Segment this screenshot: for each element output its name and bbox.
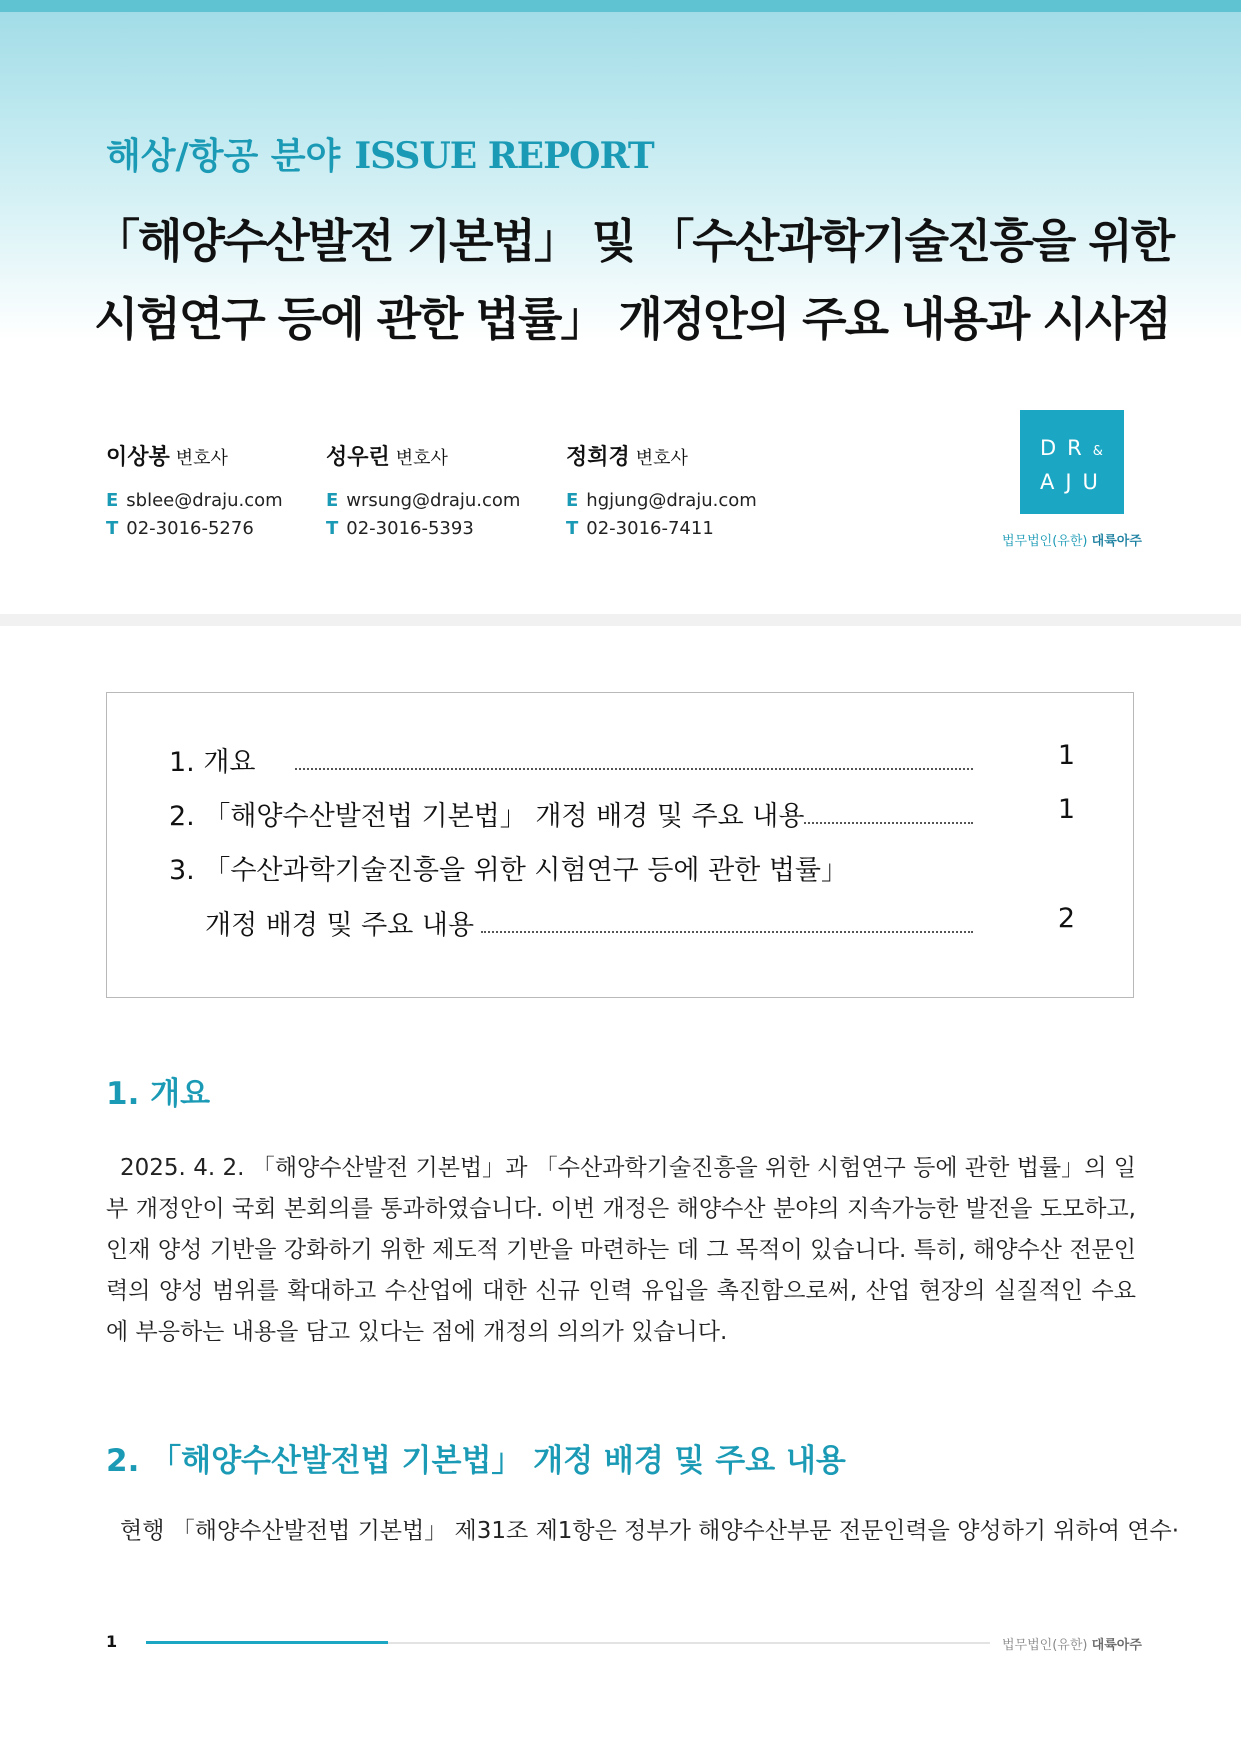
firm-logo bbox=[1020, 410, 1124, 514]
toc-page-number: 1 bbox=[1057, 794, 1075, 825]
author-email-link[interactable]: sblee@draju.com bbox=[126, 490, 283, 511]
author-name: 이상봉 bbox=[106, 445, 170, 470]
footer-firm-prefix: 법무법인(유한) bbox=[1002, 1638, 1088, 1653]
toc-item-label: 2. 「해양수산발전법 기본법」 개정 배경 및 주요 내용 bbox=[169, 794, 804, 833]
firm-name bbox=[1002, 530, 1142, 549]
author-name: 성우린 bbox=[326, 445, 390, 470]
toc-item[interactable] bbox=[169, 794, 1075, 834]
section-heading: 1. 개요 bbox=[106, 1076, 211, 1112]
email-label: E bbox=[566, 490, 579, 511]
firm-name-main: 대륙아주 bbox=[1091, 534, 1142, 549]
toc-item-label: 개정 배경 및 주요 내용 bbox=[205, 903, 474, 942]
author-email-link[interactable]: hgjung@draju.com bbox=[586, 490, 757, 511]
firm-name-prefix: 법무법인(유한) bbox=[1002, 534, 1088, 549]
section-heading: 2. 「해양수산발전법 기본법」 개정 배경 및 주요 내용 bbox=[106, 1443, 846, 1479]
toc-item[interactable] bbox=[169, 848, 1075, 888]
author-name: 정희경 bbox=[566, 445, 630, 470]
section-paragraph: 2025. 4. 2. 「해양수산발전 기본법」과 「수산과학기술진흥을 위한 시험연구 등에 관한 법률」의 일부 개정안이 국회 본회의를 통과하였습니다. 이번 개정은 해양수산 분야의 지속가능한 발전을 도모하고, 인재 양성 기반을 강화하기 위한 제도적 기반을 마련하는 데 그 목적이 있습니다. 특히, 해양수산 전문인력의 양성 범위를 확대하고 수산업에 대한 신규 인력 유입을 촉진함으로써, 산업 현장의 실질적인 수요에 부응하는 내용을 담고 있다는 점에 개정의 의의가 있습니다. bbox=[106, 1155, 1136, 1345]
phone-label: T bbox=[326, 518, 339, 539]
toc-leader bbox=[481, 931, 973, 933]
author-card bbox=[326, 440, 520, 541]
logo-text-aju: AJU bbox=[1040, 470, 1109, 494]
email-label: E bbox=[106, 490, 119, 511]
email-label: E bbox=[326, 490, 339, 511]
report-kicker bbox=[106, 128, 654, 179]
toc-item-label: 1. 개요 bbox=[169, 740, 256, 779]
author-email-link[interactable]: wrsung@draju.com bbox=[346, 490, 521, 511]
toc-item[interactable] bbox=[169, 903, 1075, 943]
author-phone: 02-3016-5276 bbox=[126, 518, 254, 539]
report-type: ISSUE REPORT bbox=[354, 135, 654, 177]
logo-text-dr: DR bbox=[1040, 436, 1093, 460]
toc-page-number: 1 bbox=[1057, 740, 1075, 771]
footer-rule-accent bbox=[146, 1641, 388, 1644]
report-title-line-2: 시험연구 등에 관한 법률」 개정안의 주요 내용과 시사점 bbox=[94, 292, 1170, 346]
author-phone: 02-3016-7411 bbox=[586, 518, 714, 539]
toc-leader bbox=[295, 768, 973, 770]
author-role: 변호사 bbox=[175, 448, 228, 469]
author-role: 변호사 bbox=[395, 448, 448, 469]
report-category: 해상/항공 분야 bbox=[106, 136, 341, 177]
page-number: 1 bbox=[106, 1632, 118, 1651]
author-card bbox=[566, 440, 757, 541]
toc-item[interactable] bbox=[169, 740, 1075, 780]
author-phone: 02-3016-5393 bbox=[346, 518, 474, 539]
logo-ampersand: & bbox=[1092, 444, 1103, 459]
author-card bbox=[106, 440, 283, 541]
report-title-line-1: 「해양수산발전 기본법」 및 「수산과학기술진흥을 위한 bbox=[94, 214, 1174, 268]
phone-label: T bbox=[106, 518, 119, 539]
footer-firm-name bbox=[1002, 1634, 1142, 1653]
table-of-contents bbox=[106, 692, 1134, 998]
toc-item-label: 3. 「수산과학기술진흥을 위한 시험연구 등에 관한 법률」 bbox=[169, 848, 848, 887]
section-paragraph: 현행 「해양수산발전법 기본법」 제31조 제1항은 정부가 해양수산부문 전문인력을 양성하기 위하여 연수· bbox=[120, 1518, 1180, 1544]
header-top-strip bbox=[0, 0, 1241, 12]
author-role: 변호사 bbox=[635, 448, 688, 469]
toc-page-number: 2 bbox=[1057, 903, 1075, 934]
section-divider bbox=[0, 614, 1241, 626]
phone-label: T bbox=[566, 518, 579, 539]
footer-firm-main: 대륙아주 bbox=[1091, 1638, 1142, 1653]
